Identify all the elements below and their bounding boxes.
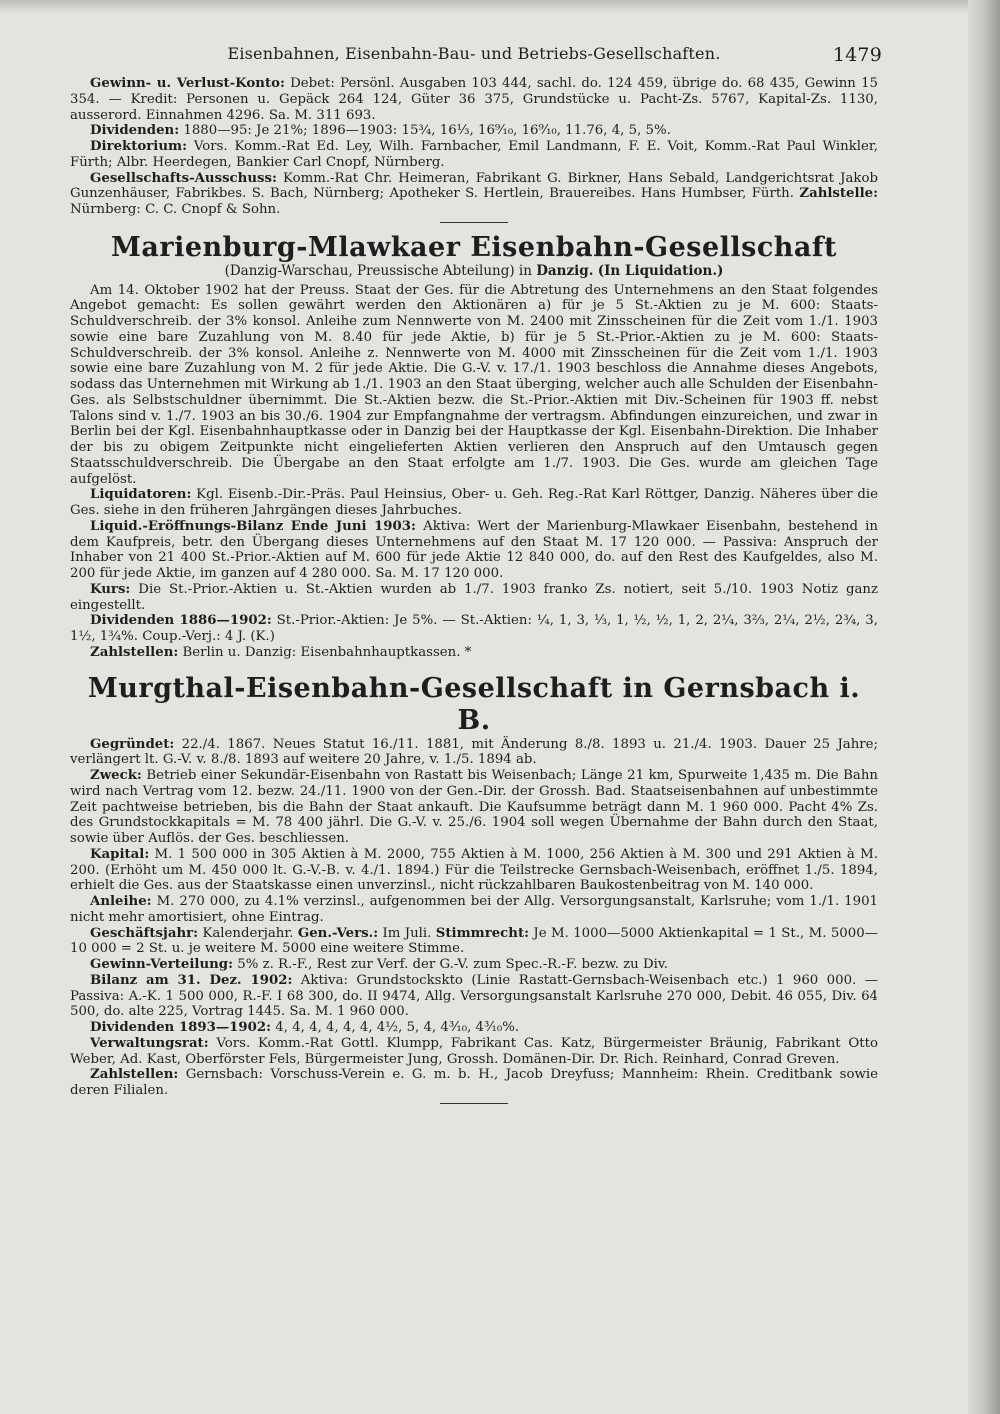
entry-text: M. 270 000, zu 4.1% verzinsl., aufgenommen bei der Allg. Versorgungsanstalt, Karlsruhe; vom 1./1. 1901 nicht mehr amortisiert, ohne Eintrag.: [70, 894, 879, 925]
entry-text: Vors. Komm.-Rat Ed. Ley, Wilh. Farnbacher, Emil Landmann, F. E. Voit, Komm.-Rat Paul Winkler, Fürth; Albr. Heerdegen, Bankier Carl Cnopf, Nürnberg.: [70, 139, 879, 170]
entry-label: Geschäftsjahr:: [90, 925, 199, 941]
entry-text: Berlin u. Danzig: Eisenbahnhauptkassen. *: [182, 644, 472, 660]
anleihe-entry: [70, 894, 878, 926]
entry-label: Direktorium:: [90, 139, 187, 154]
bilanz-entry: [70, 519, 878, 582]
subtitle-status: (In Liquidation.): [597, 262, 724, 279]
intro-paragraph: Am 14. Oktober 1902 hat der Preuss. Staat der Ges. für die Abtretung des Unternehmens an den Staat folgendes Angebot gemacht: Es sollen gewährt werden den Aktionären a) für je 5 St.-Aktien zu je M. 600: Staats-Schuldverschreib. der 3% konsol. Anleihe zum Nennwerte von M. 2400 mit Zinsscheinen für die Zeit vom 1./1. 1903 sowie eine bare Zuzahlung von M. 8.40 für jede Aktie, b) für je 5 St.-Prior.-Aktien zu je M. 600: Staats-Schuldverschreib. der 3% konsol. Anleihe z. Nennwerte von M. 4000 mit Zinsscheinen für die Zeit vom 1./1. 1903 sowie eine bare Zuzahlung von M. 2 für jede Aktie. Die G.-V. v. 17./1. 1903 beschloss die Annahme dieses Angebots, sodass das Unternehmen mit Wirkung ab 1./1. 1903 an den Staat überging, welcher auch alle Schulden der Eisenbahn-Ges. als Selbstschuldner übernimmt. Die St.-Aktien bezw. die St.-Prior.-Aktien mit Div.-Scheinen für 1903 ff. nebst Talons sind v. 1./7. 1903 an bis 30./6. 1904 zur Empfangnahme der vertragsm. Abfindungen einzureichen, und zwar in Berlin bei der Kgl. Eisenbahnhauptkasse oder in Danzig bei der Hauptkasse der Kgl. Eisenbahn-Direktion. Die Inhaber der bis zu obigem Zeitpunkte nicht eingelieferten Aktien verlieren den Anspruch auf den Umtausch gegen Staatsschuldverschreib. Die Übergabe an den Staat erfolgte am 1./7. 1903. Die Ges. wurde am gleichen Tage aufgelöst.: [70, 282, 878, 487]
entry-label: Liquidatoren:: [90, 487, 192, 503]
entry-text: 22./4. 1867. Neues Statut 16./11. 1881, mit Änderung 8./8. 1893 u. 21./4. 1903. Dauer 25 Jahre; verlängert lt. G.-V. v. 8./8. 1893 auf weitere 20 Jahre, v. 1./5. 1894 ab.: [70, 736, 878, 768]
section-title-marienburg: Marienburg-Mlawkaer Eisenbahn-Gesellschaft: [110, 231, 838, 263]
page-edge-shadow-top: [0, 0, 1000, 14]
entry-label: Zahlstelle:: [799, 186, 878, 202]
entry-label: Gewinn-Verteilung:: [90, 957, 234, 972]
entry-text: Je M. 1000—5000 Aktienkapital = 1 St., M. 5000—10 000 = 2 St. u. je weitere M. 5000 eine weitere Stimme.: [70, 925, 878, 957]
zweck-entry: [70, 768, 878, 847]
entry-label: Gen.-Vers.:: [297, 925, 379, 941]
kurs-entry: [70, 582, 878, 614]
section-spacer: [70, 661, 878, 673]
verwaltungsrat-entry: [70, 1036, 878, 1068]
entry-label: Zweck:: [90, 768, 142, 783]
entry-text: St.-Prior.-Aktien: Je 5%. — St.-Aktien: ¼, 1, 3, ⅓, 1, ½, ½, 1, 2, 2¼, 3⅔, 2¼, 2½, 2¾, 3, 1½, 1¾%. Coup.-Verj.: 4 J. (K.): [70, 613, 878, 644]
entry-text: Im Juli.: [382, 925, 432, 941]
entry-label: Gesellschafts-Ausschuss:: [90, 170, 277, 186]
section-divider: [440, 1103, 508, 1104]
entry-text: M. 1 500 000 in 305 Aktien à M. 2000, 755 Aktien à M. 1000, 256 Aktien à M. 300 und 291 Aktien à M. 200. (Erhöht um M. 450 000 lt. G.-V.-B. v. 4./1. 1894.) Für die Teilstrecke Gernsbach-Weisenbach, eröffnet 1./5. 1894, erhielt die Ges. aus der Staatskasse einen unverzinsl., nicht rückzahlbaren Baukostenbeitrag von M. 140 000.: [70, 846, 878, 894]
zahlstellen-entry: [70, 1067, 878, 1099]
entry-text: Aktiva: Grundstockskto (Linie Rastatt-Gernsbach-Weisenbach etc.) 1 960 000. — Passiva: A.-K. 1 500 000, R.-F. I 68 300, do. II 9474, Allg. Versorgungsanstalt Karlsruhe 270 000, Debit. 46 055, Div. 64 500, do. alte 225, Vortrag 1445. Sa. M. 1 960 000.: [70, 972, 878, 1020]
running-header: [70, 44, 882, 76]
section-subtitle: [70, 264, 878, 280]
entry-label: Kurs:: [90, 581, 131, 597]
entry-label: Stimmrecht:: [435, 925, 529, 941]
entry-label: Bilanz am 31. Dez. 1902:: [90, 972, 293, 988]
entry-text: Betrieb einer Sekundär-Eisenbahn von Rastatt bis Weisenbach; Länge 21 km, Spurweite 1,435 m. Die Bahn wird nach Vertrag vom 12. bezw. 24./11. 1900 von der Gen.-Dir. der Grossh. Bad. Staatseisenbahnen auf unbestimmte Zeit pachtweise betrieben, bis die Bahn der Staat ankauft. Die Kaufsumme beträgt dann M. 1 960 000. Pacht 4% Zs. des Grundstockkapitals = M. 78 400 jährl. Die G.-V. v. 25./6. 1904 soll wegen Übernahme der Bahn durch den Staat, sowie über Auflös. der Ges. beschliessen.: [70, 768, 878, 846]
entry-label: Kapital:: [90, 846, 150, 862]
dividenden-entry: [70, 123, 878, 139]
gewinn-verlust-entry: [70, 76, 878, 123]
zahlstellen-entry: [70, 645, 878, 661]
entry-text: Aktiva: Wert der Marienburg-Mlawkaer Eisenbahn, bestehend in dem Kaufpreis, betr. den Übergang dieses Unternehmens auf den Staat M. 17 120 000. — Passiva: Anspruch der Inhaber von 21 400 St.-Prior.-Aktien auf M. 600 für jede Aktie 12 840 000, do. auf den Rest des Kaufgeldes, also M. 200 für jede Aktie, im ganzen auf 4 280 000. Sa. M. 17 120 000.: [70, 518, 878, 581]
direktorium-entry: [70, 139, 878, 171]
entry-label: Zahlstellen:: [90, 1067, 179, 1083]
gewinn-verteilung-entry: [70, 957, 878, 973]
entry-label: Zahlstellen:: [90, 644, 179, 660]
page-edge-shadow-right: [968, 0, 1000, 1414]
geschaeftsjahr-entry: [70, 926, 878, 958]
kapital-entry: [70, 847, 878, 894]
ausschuss-entry: [70, 171, 878, 218]
page-content: [70, 44, 882, 1113]
entry-label: Gegründet:: [90, 736, 175, 752]
entry-label: Dividenden 1893—1902:: [90, 1020, 272, 1035]
entry-label: Verwaltungsrat:: [90, 1035, 209, 1051]
section-title-murgthal: Murgthal-Eisenbahn-Gesellschaft in Gernsbach i. B.: [87, 672, 861, 736]
subtitle-text: (Danzig-Warschau, Preussische Abteilung) in: [224, 262, 532, 279]
entry-label: Liquid.-Eröffnungs-Bilanz Ende Juni 1903:: [90, 518, 416, 534]
entry-text: 1880—95: Je 21%; 1896—1903: 15¾, 16⅓, 16⁹⁄₁₀, 16⁹⁄₁₀, 11.76, 4, 5, 5%.: [183, 123, 671, 139]
bilanz-entry: [70, 973, 878, 1020]
entry-label: Dividenden 1886—1902:: [90, 613, 272, 629]
liquidatoren-entry: [70, 487, 878, 519]
dividenden-entry: [70, 613, 878, 645]
entry-label: Gewinn- u. Verlust-Konto:: [90, 76, 285, 91]
entry-text: Kgl. Eisenb.-Dir.-Präs. Paul Heinsius, Ober- u. Geh. Reg.-Rat Karl Röttger, Danzig. Näheres über die Ges. siehe in den früheren Jahrgängen dieses Jahrbuches.: [70, 487, 878, 518]
subtitle-place: Danzig.: [536, 262, 594, 279]
entry-text: Debet: Persönl. Ausgaben 103 444, sachl. do. 124 459, übrige do. 68 435, Gewinn 15 354. — Kredit: Personen u. Gepäck 264 124, Güter 36 375, Grundstücke u. Pacht-Zs. 5767, Kapital-Zs. 1130, ausserord. Einnahmen 4296. Sa. M. 311 693.: [70, 76, 878, 123]
entry-text: Nürnberg: C. C. Cnopf & Sohn.: [70, 202, 281, 217]
page-number: 1479: [832, 44, 882, 66]
entry-text: Komm.-Rat Chr. Heimeran, Fabrikant G. Birkner, Hans Sebald, Landgerichtsrat Jakob Gunzenhäuser, Fabrikbes. S. Bach, Nürnberg; Apotheker S. Hertlein, Brauereibes. Hans Humbser, Fürth.: [70, 170, 879, 202]
gegruendet-entry: [70, 737, 878, 769]
section-divider: [440, 222, 508, 223]
entry-text: 4, 4, 4, 4, 4, 4, 4½, 5, 4, 4³⁄₁₀, 4³⁄₁₀%.: [275, 1020, 520, 1035]
dividenden-entry: [70, 1020, 878, 1036]
entry-label: Anleihe:: [90, 894, 152, 909]
entry-text: Die St.-Prior.-Aktien u. St.-Aktien wurden ab 1./7. 1903 franko Zs. notiert, seit 5./10. 1903 Notiz ganz eingestellt.: [70, 581, 878, 613]
entry-text: 5% z. R.-F., Rest zur Verf. der G.-V. zum Spec.-R.-F. bezw. zu Div.: [237, 957, 669, 972]
entry-text: Gernsbach: Vorschuss-Verein e. G. m. b. H., Jacob Dreyfuss; Mannheim: Rhein. Creditbank sowie deren Filialen.: [70, 1067, 878, 1098]
header-title: Eisenbahnen, Eisenbahn-Bau- und Betriebs-Gesellschaften.: [227, 44, 721, 63]
entry-text: Kalenderjahr.: [202, 925, 294, 941]
entry-label: Dividenden:: [90, 123, 180, 139]
entry-text: Vors. Komm.-Rat Gottl. Klumpp, Fabrikant Cas. Katz, Bürgermeister Bräunig, Fabrikant Otto Weber, Ad. Kast, Oberförster Fels, Bürgermeister Jung, Grossh. Domänen-Dir. Dr. Rich. Reinhard, Conrad Greven.: [70, 1035, 878, 1067]
